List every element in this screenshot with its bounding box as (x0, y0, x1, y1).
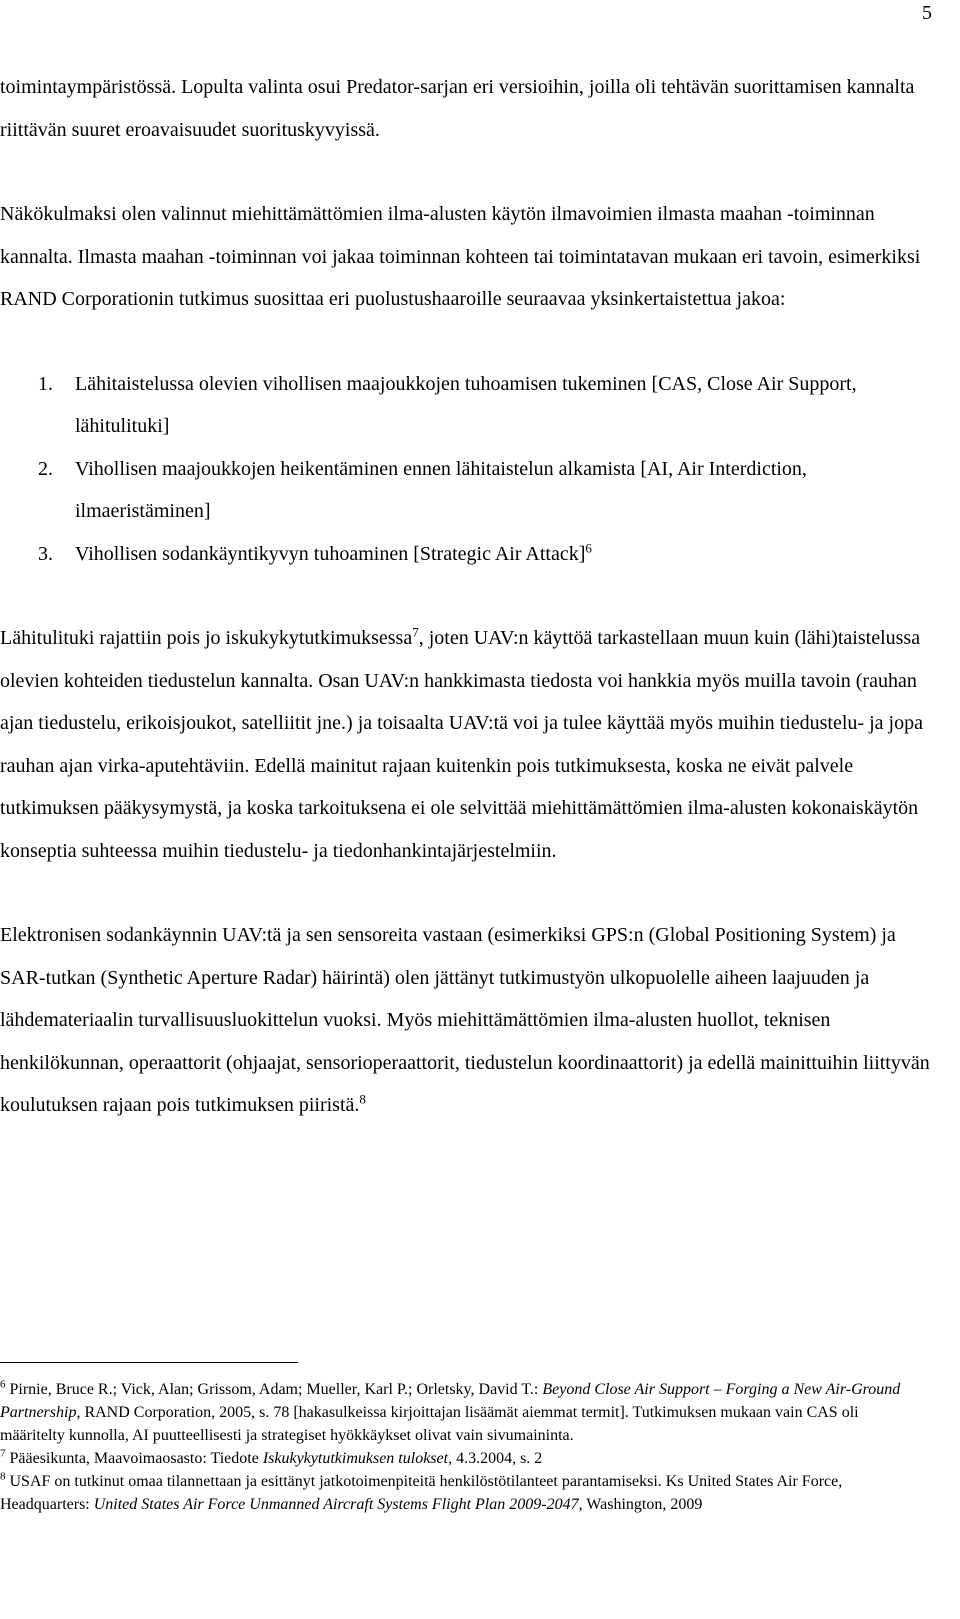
page-number: 5 (922, 2, 932, 24)
footnote-8 (0, 1470, 925, 1516)
footnote-7 (0, 1447, 925, 1470)
footnote-ref: 6 (585, 539, 592, 555)
footnote-6 (0, 1378, 925, 1447)
list-item (0, 363, 930, 448)
footnote-text: USAF on tutkinut omaa tilannettaan ja esittänyt jatkotoimenpiteitä henkilöstötilanteet parantamiseksi. Ks United States Air Force, Headquarters: (0, 1473, 843, 1513)
list-item (0, 448, 930, 533)
footnote-separator (0, 1362, 298, 1363)
footnote-text: , 4.3.2004, s. 2 (448, 1450, 543, 1467)
footnote-number: 7 (0, 1447, 6, 1460)
list-item-text: Vihollisen maajoukkojen heikentäminen ennen lähitaistelun alkamista [AI, Air Interdiction, ilmaeristäminen] (75, 457, 807, 522)
list-number: 1. (38, 372, 53, 395)
footnote-title: Beyond Close Air Support – Forging a New Air-Ground Partnership (0, 1381, 901, 1421)
list-number: 3. (38, 542, 53, 565)
footnote-number: 6 (0, 1378, 6, 1391)
list-item (0, 533, 930, 576)
footnote-ref: 7 (412, 624, 419, 640)
list-number: 2. (38, 457, 53, 480)
paragraph-1: toimintaympäristössä. Lopulta valinta osui Predator-sarjan eri versioihin, joilla oli tehtävän suorittamisen kannalta riittävän suuret eroavaisuudet suorituskyvyissä. (0, 76, 915, 141)
footnote-text: Pirnie, Bruce R.; Vick, Alan; Grissom, Adam; Mueller, Karl P.; Orletsky, David T.: (5, 1381, 543, 1398)
footnote-text: , Washington, 2009 (578, 1496, 703, 1513)
paragraph-4-text: Elektronisen sodankäynnin UAV:tä ja sen sensoreita vastaan (esimerkiksi GPS:n (Global Positioning System) ja SAR-tutkan (Synthetic Aperture Radar) häirintä) olen jättänyt tutkimustyön ulkopuolelle aiheen laajuuden ja lähdemateriaalin turvallisuusluokittelun vuoksi. Myös miehittämättömien ilma-alusten huollot, teknisen henkilökunnan, operaattorit (ohjaajat, sensorioperaattorit, tiedustelun koordinaattorit) ja edellä mainittuihin liittyvän koulutuksen rajaan pois tutkimuksen piiristä. (0, 924, 930, 1116)
paragraph-4 (0, 914, 930, 1127)
document-body (0, 66, 930, 1127)
list-item-text: Vihollisen sodankäyntikyvyn tuhoaminen [Strategic Air Attack] (75, 542, 586, 565)
footnote-text: Pääesikunta, Maavoimaosasto: Tiedote (5, 1450, 263, 1467)
footnote-number: 8 (0, 1470, 6, 1483)
numbered-list (0, 363, 930, 576)
paragraph-3-part1: Lähitulituki rajattiin pois jo iskukykytutkimuksessa (0, 627, 413, 649)
footnote-title: Iskukykytutkimuksen tulokset (262, 1450, 449, 1467)
paragraph-3-part2: , joten UAV:n käyttöä tarkastellaan muun kuin (lähi)taistelussa olevien kohteiden tiedustelun kannalta. Osan UAV:n hankkimasta tiedosta voi hankkia myös muilla tavoin (rauhan ajan tiedustelu, erikoisjoukot, satelliitit jne.) ja toisaalta UAV:tä voi ja tulee käyttää myös muihin tiedustelu- ja jopa rauhan ajan virka-aputehtäviin. Edellä mainitut rajaan kuitenkin pois tutkimuksesta, koska ne eivät palvele tutkimuksen pääkysymystä, ja koska tarkoituksena ei ole selvittää miehittämättömien ilma-alusten kokonaiskäytön konseptia suhteessa muihin tiedustelu- ja tiedonhankintajärjestelmiin. (0, 627, 923, 862)
footnotes (0, 1378, 925, 1516)
footnote-title: United States Air Force Unmanned Aircraft Systems Flight Plan 2009-2047 (93, 1496, 579, 1513)
paragraph-3 (0, 617, 930, 872)
footnote-ref: 8 (359, 1091, 366, 1107)
paragraph-2: Näkökulmaksi olen valinnut miehittämättömien ilma-alusten käytön ilmavoimien ilmasta maahan -toiminnan kannalta. Ilmasta maahan -toiminnan voi jakaa toiminnan kohteen tai toimintatavan mukaan eri tavoin, esimerkiksi RAND Corporationin tutkimus suosittaa eri puolustushaaroille seuraavaa yksinkertaistettua jakoa: (0, 203, 921, 310)
list-item-text: Lähitaistelussa olevien vihollisen maajoukkojen tuhoamisen tukeminen [CAS, Close Air Support, lähitulituki] (75, 372, 857, 437)
footnote-text: , RAND Corporation, 2005, s. 78 [hakasulkeissa kirjoittajan lisäämät aiemmat termit]. Tutkimuksen mukaan vain CAS oli määritelty kunnolla, AI puutteellisesti ja strategiset hyökkäykset olivat vain sivumaininta. (0, 1404, 859, 1444)
